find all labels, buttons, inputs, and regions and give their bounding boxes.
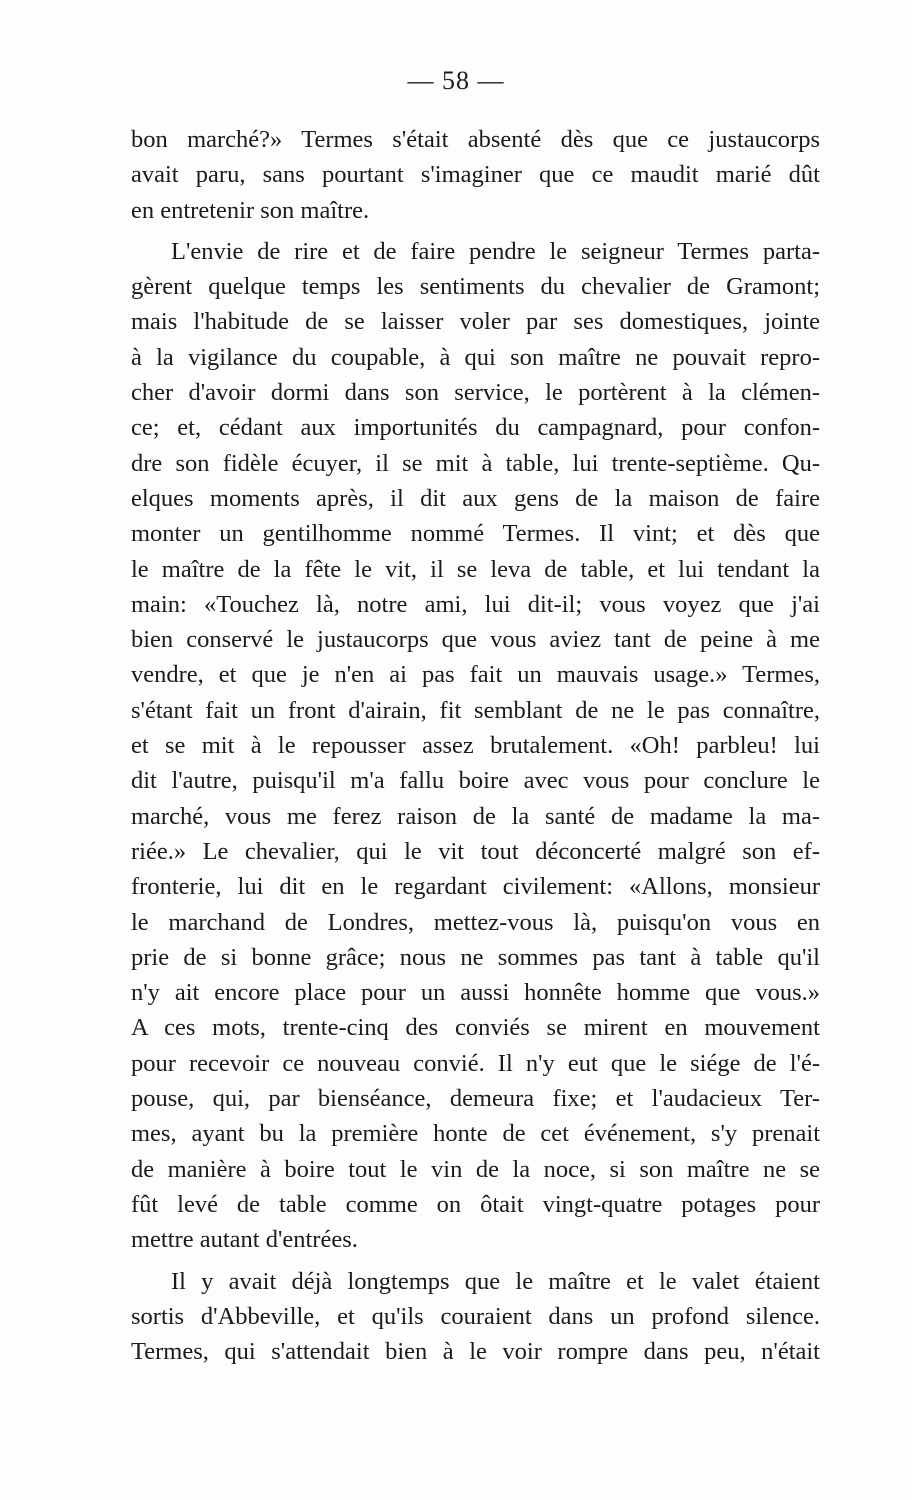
text-line: sortis d'Abbeville, et qu'ils couraient dans un profond silence. bbox=[131, 1302, 820, 1330]
text-line: gèrent quelque temps les sentiments du chevalier de Gramont; bbox=[131, 273, 820, 301]
text-line: bon marché?» Termes s'était absenté dès que ce justaucorps bbox=[131, 126, 820, 153]
text-line: L'envie de rire et de faire pendre le seigneur Termes parta- bbox=[171, 237, 820, 265]
text-line: fronterie, lui dit en le regardant civilement: «Allons, monsieur bbox=[131, 873, 820, 901]
text-line: n'y ait encore place pour un aussi honnête homme que vous.» bbox=[131, 979, 820, 1007]
text-line: ce; et, cédant aux importunités du campagnard, pour confon- bbox=[131, 414, 820, 442]
text-line: bien conservé le justaucorps que vous aviez tant de peine à me bbox=[131, 626, 820, 654]
text-line: de manière à boire tout le vin de la noce, si son maître ne se bbox=[131, 1155, 820, 1183]
text-line: riée.» Le chevalier, qui le vit tout déconcerté malgré son ef- bbox=[131, 837, 820, 865]
text-line: pour recevoir ce nouveau convié. Il n'y eut que le siége de l'é- bbox=[131, 1049, 820, 1077]
text-line: marché, vous me ferez raison de la santé de madame la ma- bbox=[131, 802, 820, 830]
text-line: en entretenir son maître. bbox=[131, 196, 370, 224]
paragraph bbox=[131, 234, 820, 1258]
text-line: avait paru, sans pourtant s'imaginer que ce maudit marié dût bbox=[131, 161, 820, 189]
text-line: mettre autant d'entrées. bbox=[131, 1226, 358, 1254]
text-line: cher d'avoir dormi dans son service, le portèrent à la clémen- bbox=[131, 379, 820, 407]
text-line: dit l'autre, puisqu'il m'a fallu boire avec vous pour conclure le bbox=[131, 767, 820, 795]
text-line: A ces mots, trente-cinq des conviés se mirent en mouvement bbox=[131, 1014, 820, 1042]
text-line: prie de si bonne grâce; nous ne sommes pas tant à table qu'il bbox=[131, 943, 820, 971]
text-line: à la vigilance du coupable, à qui son maître ne pouvait repro- bbox=[131, 343, 820, 371]
body-text bbox=[131, 122, 820, 1369]
text-line: mais l'habitude de se laisser voler par ses domestiques, jointe bbox=[131, 308, 820, 336]
text-line: monter un gentilhomme nommé Termes. Il vint; et dès que bbox=[131, 520, 820, 548]
text-line: Termes, qui s'attendait bien à le voir rompre dans peu, n'était bbox=[131, 1338, 820, 1366]
text-line: fût levé de table comme on ôtait vingt-quatre potages pour bbox=[131, 1190, 820, 1218]
text-line: Il y avait déjà longtemps que le maître et le valet étaient bbox=[171, 1267, 820, 1295]
text-line: pouse, qui, par bienséance, demeura fixe; et l'audacieux Ter- bbox=[131, 1085, 820, 1113]
paragraph bbox=[131, 122, 820, 228]
text-line: le marchand de Londres, mettez-vous là, puisqu'on vous en bbox=[131, 908, 820, 936]
text-line: le maître de la fête le vit, il se leva de table, et lui tendant la bbox=[131, 555, 820, 583]
text-line: s'étant fait un front d'airain, fit semblant de ne le pas connaître, bbox=[131, 696, 820, 724]
page-number: — 58 — bbox=[407, 66, 505, 95]
text-line: et se mit à le repousser assez brutalement. «Oh! parbleu! lui bbox=[131, 732, 820, 760]
text-line: dre son fidèle écuyer, il se mit à table, lui trente-septième. Qu- bbox=[131, 449, 820, 477]
text-line: elques moments après, il dit aux gens de la maison de faire bbox=[131, 484, 820, 512]
text-line: vendre, et que je n'en ai pas fait un mauvais usage.» Termes, bbox=[131, 661, 820, 689]
text-line: mes, ayant bu la première honte de cet événement, s'y prenait bbox=[131, 1120, 820, 1148]
text-line: main: «Touchez là, notre ami, lui dit-il; vous voyez que j'ai bbox=[131, 590, 820, 618]
paragraph bbox=[131, 1264, 820, 1370]
